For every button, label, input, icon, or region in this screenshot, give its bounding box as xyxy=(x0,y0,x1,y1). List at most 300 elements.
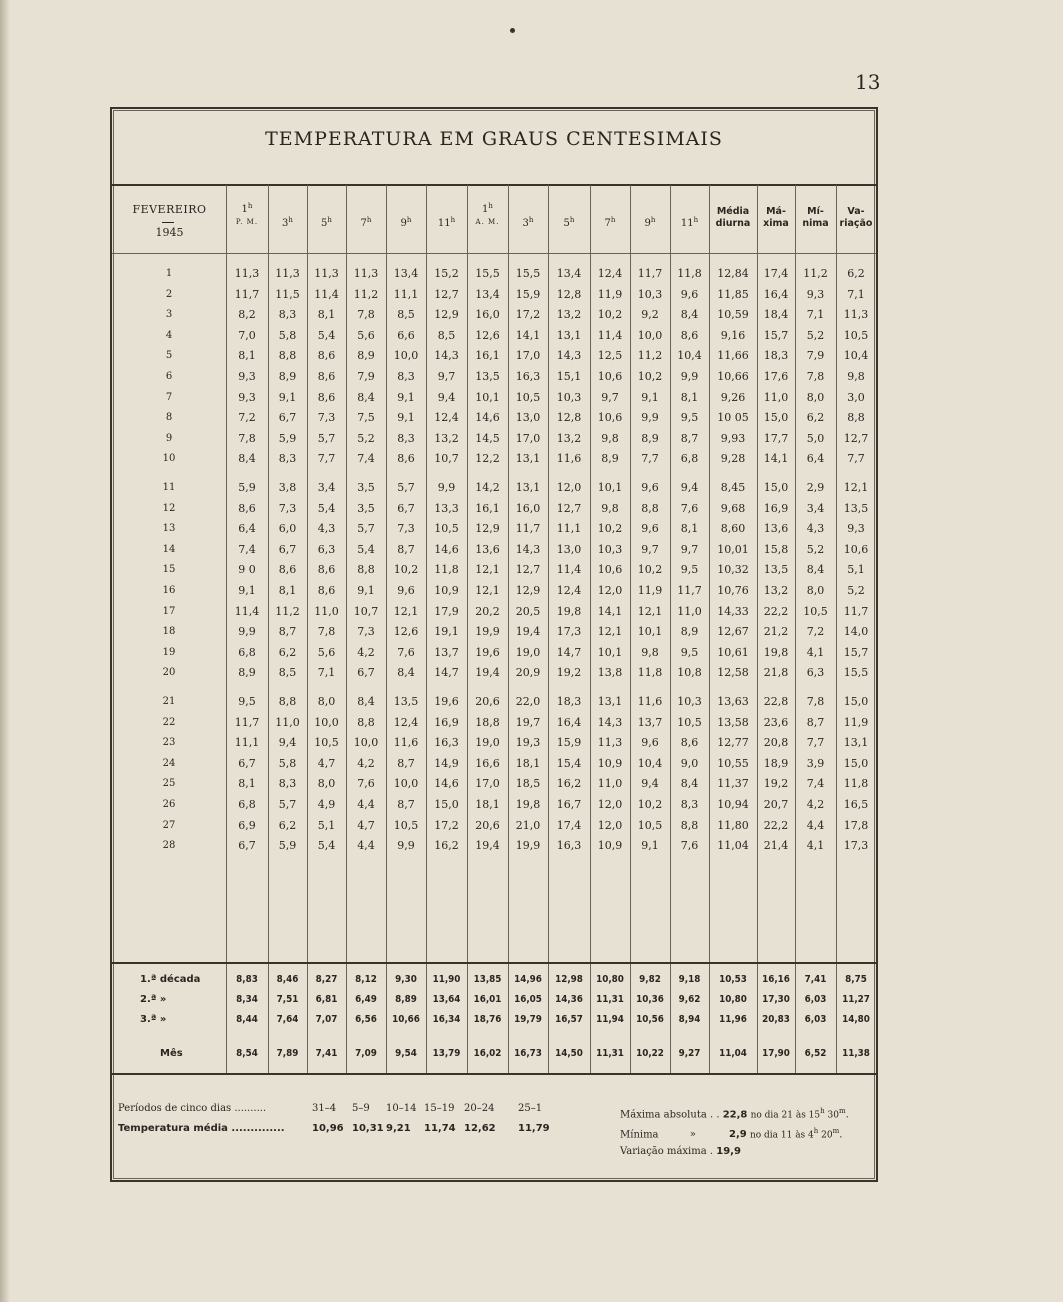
value-cell: 20,2 xyxy=(475,604,500,618)
value-cell: 7,7 xyxy=(317,452,336,466)
value-cell: 16,4 xyxy=(556,715,582,729)
value-cell: 9,4 xyxy=(641,777,659,791)
day-cell: 19 xyxy=(162,646,176,658)
value-cell: 12,84 xyxy=(717,267,749,280)
value-cell: 14,1 xyxy=(763,452,789,466)
value-cell: 17,0 xyxy=(475,777,500,791)
value-cell: 7,8 xyxy=(317,625,336,639)
value-cell: 8,1 xyxy=(278,584,297,597)
hour-column-header: 7$^h$ xyxy=(360,216,372,229)
period-label: 20–24 xyxy=(464,1103,495,1114)
value-cell: 10,94 xyxy=(717,798,749,811)
value-cell: 5,7 xyxy=(278,798,297,811)
value-cell: 11,4 xyxy=(314,287,339,301)
value-cell: 4,1 xyxy=(806,839,825,853)
value-cell: 3,5 xyxy=(357,501,375,515)
value-cell: 16,0 xyxy=(515,501,541,515)
value-cell: 15,9 xyxy=(515,287,541,301)
value-cell: 12,1 xyxy=(393,604,419,618)
value-cell: 11,3 xyxy=(843,308,869,322)
value-cell: 19,9 xyxy=(475,625,500,639)
value-cell: 8,6 xyxy=(317,584,336,597)
value-cell: 19,2 xyxy=(556,666,582,680)
value-cell: 11,8 xyxy=(677,267,702,280)
table-row xyxy=(112,429,876,449)
value-cell: 13,1 xyxy=(556,328,582,342)
value-cell: 8,7 xyxy=(397,756,415,770)
day-cell: 8 xyxy=(165,412,173,424)
summary-value: 7,51 xyxy=(276,994,299,1005)
summary-value: 11,27 xyxy=(842,994,870,1005)
value-cell: 19,0 xyxy=(515,645,541,659)
value-cell: 7,7 xyxy=(847,452,865,466)
month-header: FEVEREIRO xyxy=(132,203,207,216)
value-cell: 19,4 xyxy=(515,625,541,639)
table-row xyxy=(112,816,876,836)
value-cell: 8,8 xyxy=(680,818,699,832)
value-cell: 10,3 xyxy=(637,287,663,301)
value-cell: 11,4 xyxy=(234,604,260,618)
value-cell: 6,2 xyxy=(847,267,865,280)
value-cell: 13,1 xyxy=(515,481,541,494)
value-cell: 15,2 xyxy=(434,267,459,280)
value-cell: 6,8 xyxy=(238,798,256,811)
value-cell: 7,2 xyxy=(238,411,256,425)
summary-value: 8,44 xyxy=(236,1014,258,1025)
summary-value: 13,79 xyxy=(432,1048,461,1059)
summary-value: 11,38 xyxy=(842,1048,870,1059)
value-cell: 16,1 xyxy=(475,349,500,363)
value-cell: 17,4 xyxy=(763,267,789,280)
summary-value: 9,82 xyxy=(639,974,661,985)
value-cell: 13,2 xyxy=(763,584,789,597)
value-cell: 7,3 xyxy=(317,411,336,425)
value-cell: 11,7 xyxy=(677,584,702,597)
value-cell: 23,6 xyxy=(763,715,789,729)
value-cell: 9,6 xyxy=(397,584,415,597)
summary-label: Mês xyxy=(160,1048,183,1059)
value-cell: 4,9 xyxy=(317,798,336,811)
value-cell: 7,9 xyxy=(357,370,375,383)
value-cell: 9,6 xyxy=(641,481,659,494)
day-cell: 7 xyxy=(165,391,173,403)
value-cell: 6,7 xyxy=(238,756,256,770)
value-cell: 16,6 xyxy=(475,756,500,770)
value-cell: 17,6 xyxy=(763,370,789,383)
value-cell: 14,3 xyxy=(597,715,623,729)
page-title: TEMPERATURA EM GRAUS CENTESIMAIS xyxy=(265,128,723,150)
value-cell: 18,4 xyxy=(763,308,789,322)
summary-value: 9,54 xyxy=(395,1048,417,1059)
value-cell: 11,8 xyxy=(843,777,869,791)
value-cell: 10,61 xyxy=(717,645,749,659)
value-cell: 4,2 xyxy=(357,756,375,770)
year-header: 1945 xyxy=(155,226,184,239)
value-cell: 11,7 xyxy=(637,267,663,280)
table-row xyxy=(112,326,876,346)
value-cell: 3,9 xyxy=(806,756,825,770)
value-cell: 8,3 xyxy=(397,370,415,383)
summary-value: 10,80 xyxy=(719,994,747,1005)
value-cell: 18,5 xyxy=(515,777,541,791)
value-cell: 12,0 xyxy=(597,584,623,597)
day-cell: 21 xyxy=(162,696,176,707)
value-cell: 8,45 xyxy=(720,481,746,494)
summary-value: 8,34 xyxy=(236,994,258,1005)
value-cell: 11,1 xyxy=(393,287,419,301)
value-cell: 10,0 xyxy=(637,328,663,342)
value-cell: 10,0 xyxy=(393,349,419,363)
value-cell: 11,6 xyxy=(393,736,419,750)
hour-column-header: 9$^h$ xyxy=(644,216,656,229)
value-cell: 14,7 xyxy=(434,666,459,680)
value-cell: 15,0 xyxy=(843,695,869,708)
value-cell: 8,3 xyxy=(278,452,297,466)
value-cell: 5,8 xyxy=(278,328,297,342)
value-cell: 7,4 xyxy=(238,542,256,556)
day-cell: 11 xyxy=(162,482,176,493)
summary-value: 16,16 xyxy=(762,974,790,985)
value-cell: 8,1 xyxy=(238,777,256,791)
value-cell: 7,3 xyxy=(357,625,375,639)
value-cell: 13,5 xyxy=(475,370,500,383)
value-cell: 8,0 xyxy=(806,390,825,404)
value-cell: 21,2 xyxy=(763,625,789,639)
period-label: 15–19 xyxy=(424,1103,455,1114)
value-cell: 9,3 xyxy=(238,370,256,383)
value-cell: 10,32 xyxy=(717,563,749,577)
value-cell: 20,6 xyxy=(475,818,500,832)
value-cell: 12,6 xyxy=(393,625,419,639)
hour-column-header: 11$^h$ xyxy=(680,216,699,229)
header-rule xyxy=(112,253,876,254)
value-cell: 10,76 xyxy=(717,584,749,597)
value-cell: 11,2 xyxy=(637,349,663,363)
value-cell: 12,5 xyxy=(597,349,623,363)
value-cell: 14,6 xyxy=(434,542,459,556)
day-cell: 12 xyxy=(162,502,176,514)
value-cell: 9,7 xyxy=(641,542,659,556)
summary-value: 10,36 xyxy=(636,994,664,1005)
value-cell: 13,4 xyxy=(475,287,500,301)
value-cell: 8,3 xyxy=(278,308,297,322)
page-edge-shadow xyxy=(0,0,10,1302)
value-cell: 18,9 xyxy=(763,756,789,770)
value-cell: 8,4 xyxy=(397,666,415,680)
value-cell: 10,01 xyxy=(717,542,749,556)
value-cell: 13,8 xyxy=(597,666,623,680)
value-cell: 8,1 xyxy=(317,308,336,322)
table-row xyxy=(112,602,876,622)
value-cell: 15,7 xyxy=(763,328,789,342)
value-cell: 9,3 xyxy=(847,522,865,536)
table-row xyxy=(112,643,876,663)
value-cell: 8,5 xyxy=(397,308,415,322)
value-cell: 8,7 xyxy=(397,542,415,556)
value-cell: 5,7 xyxy=(397,481,415,494)
value-cell: 16,3 xyxy=(434,736,459,750)
value-cell: 22,2 xyxy=(763,604,789,618)
value-cell: 19,4 xyxy=(475,839,500,853)
day-cell: 16 xyxy=(162,585,176,596)
day-cell: 23 xyxy=(162,737,176,749)
value-cell: 11,9 xyxy=(597,287,623,301)
month-dash xyxy=(162,222,174,223)
table-row xyxy=(112,408,876,428)
stat-column-header: Má- xima xyxy=(763,206,789,229)
value-cell: 8,4 xyxy=(806,563,825,577)
value-cell: 11,7 xyxy=(515,522,541,536)
value-cell: 5,1 xyxy=(317,818,336,832)
value-cell: 16,7 xyxy=(556,798,582,811)
summary-value: 6,56 xyxy=(355,1014,377,1025)
value-cell: 12,7 xyxy=(556,501,582,515)
value-cell: 9,0 xyxy=(680,756,699,770)
value-cell: 11,6 xyxy=(637,695,663,708)
value-cell: 13,4 xyxy=(556,267,582,280)
value-cell: 7,8 xyxy=(806,695,825,708)
value-cell: 11,4 xyxy=(556,563,582,577)
value-cell: 5,4 xyxy=(357,542,375,556)
value-cell: 12,8 xyxy=(556,287,582,301)
value-cell: 20,8 xyxy=(763,736,789,750)
value-cell: 11,7 xyxy=(843,604,869,618)
summary-value: 10,56 xyxy=(636,1014,664,1025)
value-cell: 12,0 xyxy=(556,481,582,494)
value-cell: 14,6 xyxy=(475,411,500,425)
value-cell: 17,3 xyxy=(843,839,869,853)
value-cell: 9,28 xyxy=(720,452,746,466)
value-cell: 11,3 xyxy=(314,267,339,280)
hour-column-header: 7$^h$ xyxy=(604,216,616,229)
value-cell: 9,4 xyxy=(437,390,456,404)
value-cell: 4,2 xyxy=(357,645,375,659)
value-cell: 9,4 xyxy=(680,481,699,494)
value-cell: 3,8 xyxy=(278,481,297,494)
summary-value: 8,27 xyxy=(315,974,338,985)
summary-value: 10,22 xyxy=(636,1048,664,1059)
value-cell: 8,8 xyxy=(357,715,375,729)
value-cell: 8,1 xyxy=(680,522,699,536)
value-cell: 13,5 xyxy=(763,563,789,577)
summary-row xyxy=(112,1044,876,1064)
value-cell: 12,4 xyxy=(556,584,582,597)
value-cell: 10,2 xyxy=(637,370,663,383)
hour-column-header: 9$^h$ xyxy=(400,216,412,229)
value-cell: 8,6 xyxy=(680,736,699,750)
summary-value: 11,94 xyxy=(596,1014,624,1025)
value-cell: 12,9 xyxy=(515,584,541,597)
value-cell: 6,7 xyxy=(278,411,297,425)
value-cell: 10,1 xyxy=(597,481,623,494)
value-cell: 13,3 xyxy=(434,501,459,515)
day-cell: 2 xyxy=(165,288,173,300)
value-cell: 10,1 xyxy=(637,625,663,639)
summary-value: 16,57 xyxy=(555,1014,583,1025)
summary-value: 16,01 xyxy=(473,994,502,1005)
value-cell: 8,7 xyxy=(806,715,825,729)
value-cell: 8,9 xyxy=(278,370,297,383)
value-cell: 5,2 xyxy=(806,542,825,556)
value-cell: 8,4 xyxy=(357,390,375,404)
day-cell: 20 xyxy=(162,667,176,679)
summary-label: 3.ª » xyxy=(140,1014,167,1025)
value-cell: 10,6 xyxy=(597,370,623,383)
period-mean-value: 12,62 xyxy=(464,1123,496,1134)
value-cell: 12,1 xyxy=(475,584,500,597)
value-cell: 9,9 xyxy=(641,411,659,425)
value-cell: 15,4 xyxy=(556,756,582,770)
value-cell: 13,0 xyxy=(515,411,541,425)
value-cell: 5,7 xyxy=(317,431,336,445)
hour-column-header: 1$^h$ A. M. xyxy=(475,202,500,226)
value-cell: 6,7 xyxy=(397,501,415,515)
value-cell: 11,9 xyxy=(843,715,869,729)
value-cell: 10,9 xyxy=(597,839,623,853)
value-cell: 9,9 xyxy=(238,625,256,639)
summary-value: 9,62 xyxy=(678,994,701,1005)
value-cell: 10,3 xyxy=(556,390,582,404)
summary-value: 20,83 xyxy=(762,1014,790,1025)
summary-value: 14,50 xyxy=(555,1048,583,1059)
day-cell: 28 xyxy=(162,840,176,852)
value-cell: 17,8 xyxy=(843,818,869,832)
value-cell: 9,7 xyxy=(680,542,699,556)
value-cell: 10,5 xyxy=(314,736,339,750)
value-cell: 6,8 xyxy=(680,452,699,466)
value-cell: 4,4 xyxy=(806,818,825,832)
value-cell: 9,16 xyxy=(720,328,746,342)
max-abs-label: Máxima absoluta . . 22,8 no dia 21 às 15$^h$ 30$^m$. xyxy=(620,1107,849,1121)
value-cell: 6,2 xyxy=(278,645,297,659)
value-cell: 9,7 xyxy=(437,370,456,383)
value-cell: 11,8 xyxy=(637,666,663,680)
value-cell: 11,3 xyxy=(597,736,623,750)
value-cell: 5,4 xyxy=(317,328,336,342)
value-cell: 18,1 xyxy=(515,756,541,770)
summary-value: 7,41 xyxy=(804,974,827,985)
max-abs-value: 22,8 xyxy=(722,1109,748,1121)
period-mean-value: 10,96 xyxy=(312,1123,344,1134)
value-cell: 19,7 xyxy=(515,715,541,729)
day-cell: 5 xyxy=(165,350,173,362)
table-row xyxy=(112,305,876,325)
summary-row xyxy=(112,1010,876,1030)
value-cell: 3,4 xyxy=(317,481,336,494)
value-cell: 7,4 xyxy=(806,777,825,791)
value-cell: 10,5 xyxy=(434,522,459,536)
value-cell: 8,3 xyxy=(397,431,415,445)
summary-rule xyxy=(112,962,876,964)
value-cell: 9,6 xyxy=(680,287,699,301)
value-cell: 6,0 xyxy=(278,522,297,536)
value-cell: 19,8 xyxy=(763,645,789,659)
value-cell: 7,6 xyxy=(680,501,699,515)
value-cell: 8,4 xyxy=(680,777,699,791)
value-cell: 7,3 xyxy=(397,522,415,536)
value-cell: 11,85 xyxy=(717,287,749,301)
value-cell: 9,3 xyxy=(806,287,825,301)
value-cell: 10,59 xyxy=(717,308,749,322)
value-cell: 19,2 xyxy=(763,777,789,791)
summary-value: 6,81 xyxy=(315,994,338,1005)
value-cell: 11,5 xyxy=(275,287,300,301)
value-cell: 9,6 xyxy=(641,522,659,536)
value-cell: 14,33 xyxy=(717,604,749,618)
value-cell: 9,4 xyxy=(278,736,297,750)
hour-column-header: 1$^h$ P. M. xyxy=(235,202,259,226)
summary-value: 10,80 xyxy=(596,974,624,985)
value-cell: 8,8 xyxy=(278,695,297,708)
value-cell: 17,9 xyxy=(434,604,459,618)
value-cell: 9,5 xyxy=(238,695,256,708)
value-cell: 8,6 xyxy=(317,370,336,383)
summary-value: 6,52 xyxy=(804,1048,827,1059)
value-cell: 9,1 xyxy=(641,839,659,853)
summary-label: 1.ª década xyxy=(140,974,201,985)
summary-value: 11,31 xyxy=(596,1048,624,1059)
value-cell: 10,0 xyxy=(393,777,419,791)
value-cell: 5,2 xyxy=(806,328,825,342)
summary-value: 13,64 xyxy=(432,994,461,1005)
value-cell: 11,37 xyxy=(717,777,749,791)
value-cell: 7,1 xyxy=(847,287,865,301)
value-cell: 4,7 xyxy=(317,756,336,770)
value-cell: 10,5 xyxy=(803,604,828,618)
value-cell: 8,0 xyxy=(317,777,336,791)
value-cell: 4,1 xyxy=(806,645,825,659)
value-cell: 19,4 xyxy=(475,666,500,680)
value-cell: 8,6 xyxy=(238,501,256,515)
summary-value: 14,80 xyxy=(842,1014,870,1025)
value-cell: 11,3 xyxy=(234,267,260,280)
value-cell: 16,2 xyxy=(434,839,459,853)
value-cell: 14,3 xyxy=(515,542,541,556)
value-cell: 19,1 xyxy=(434,625,459,639)
page-number: 13 xyxy=(855,70,881,94)
value-cell: 15,8 xyxy=(763,542,789,556)
value-cell: 9,26 xyxy=(720,390,746,404)
value-cell: 10,4 xyxy=(677,349,702,363)
value-cell: 9,8 xyxy=(847,370,865,383)
value-cell: 4,2 xyxy=(806,798,825,811)
day-cell: 14 xyxy=(162,543,176,555)
value-cell: 4,3 xyxy=(317,522,336,536)
value-cell: 15,0 xyxy=(843,756,869,770)
value-cell: 13,2 xyxy=(556,431,582,445)
summary-value: 7,07 xyxy=(315,1014,338,1025)
value-cell: 4,3 xyxy=(806,522,825,536)
period-label: 10–14 xyxy=(386,1103,417,1114)
value-cell: 8,6 xyxy=(317,349,336,363)
value-cell: 9,7 xyxy=(601,390,619,404)
value-cell: 4,7 xyxy=(357,818,375,832)
value-cell: 11,0 xyxy=(275,715,300,729)
value-cell: 11,1 xyxy=(556,522,582,536)
summary-value: 16,02 xyxy=(473,1048,502,1059)
value-cell: 6,2 xyxy=(278,818,297,832)
value-cell: 6,6 xyxy=(397,328,415,342)
value-cell: 10,5 xyxy=(677,715,702,729)
value-cell: 13,1 xyxy=(515,452,541,466)
day-cell: 1 xyxy=(165,268,173,279)
value-cell: 17,2 xyxy=(515,308,541,322)
value-cell: 13,1 xyxy=(597,695,623,708)
value-cell: 7,8 xyxy=(238,431,256,445)
value-cell: 10 05 xyxy=(717,411,749,425)
value-cell: 13,1 xyxy=(843,736,869,750)
value-cell: 10,5 xyxy=(637,818,663,832)
